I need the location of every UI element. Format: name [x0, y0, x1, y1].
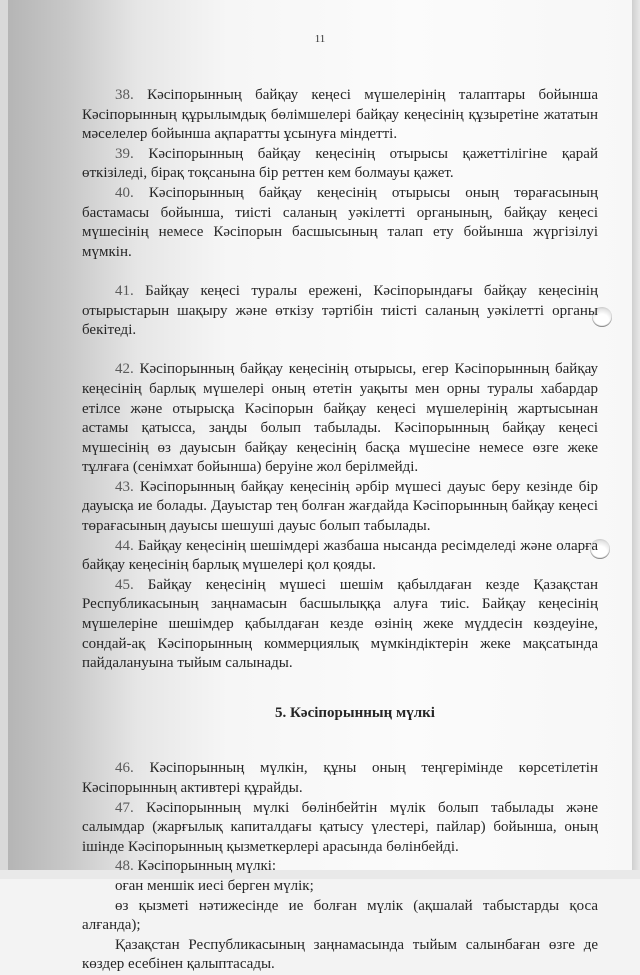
paragraph-text: оған меншік иесі берген мүлік;	[115, 877, 314, 894]
paragraph-text: Байқау кеңесі туралы ережені, Кәсіпорындағы байқау кеңесінің отырыстарын шақыру және өткізу тәртібін тиісті саланың уәкілетті органы бекітеді.	[82, 282, 598, 339]
paragraph-number: 47.	[115, 799, 134, 816]
list-item	[82, 897, 598, 936]
paragraph-number: 46.	[115, 760, 134, 777]
document-body	[82, 86, 598, 975]
paragraph-45	[82, 576, 598, 674]
paragraph-44	[82, 537, 598, 576]
paragraph-text: Кәсіпорынның мүлкін, құны оның теңгерімінде көрсетілетін Кәсіпорынның активтері құрайды.	[82, 760, 599, 796]
paragraph-42	[82, 360, 598, 478]
paragraph-number: 42.	[115, 361, 134, 378]
paragraph-39	[82, 145, 598, 184]
paragraph-text: Қазақстан Республикасының заңнамасында тыйым салынбаған өзге де көздер есебінен қалыптасады.	[82, 936, 598, 973]
list-item	[82, 877, 598, 897]
paragraph-43	[82, 478, 598, 537]
paragraph-text: Кәсіпорынның байқау кеңесінің отырысы оның төрағасының бастамасы бойынша, тиісті саланың уәкілетті органының, байқау кеңесі мүшесінің немесе Кәсіпорын басшысының талап ету бойынша жүргізілуі мүмкін.	[82, 184, 598, 260]
paragraph-41	[82, 282, 598, 341]
paragraph-47	[82, 799, 598, 858]
paragraph-text: өз қызметі нәтижесінде ие болған мүлік (ақшалай табыстарды қоса алғанда);	[82, 897, 598, 934]
paragraph-38	[82, 86, 598, 145]
paragraph-number: 41.	[115, 282, 134, 299]
paragraph-40	[82, 184, 598, 262]
paragraph-number: 44.	[115, 537, 134, 554]
paragraph-46	[82, 759, 598, 798]
paragraph-48	[82, 857, 598, 877]
paragraph-number: 45.	[115, 576, 134, 593]
paragraph-number: 38.	[115, 87, 134, 103]
paragraph-text: Байқау кеңесінің мүшесі шешім қабылдаған кезде Қазақстан Республикасының заңнамасын басшылыққа алуға тиіс. Байқау кеңесінің мүшелеріне шешімдер қабылдаған кезде өзінің жеке мүддесін көздеуіне, сондай-ақ Кәсіпорынның коммерциялық мүмкіндіктерін жеке мақсатында пайдалануына тыйым салынады.	[82, 576, 598, 672]
page-number: 11	[314, 33, 326, 45]
section-heading: 5. Кәсіпорынның мүлкі	[275, 704, 435, 721]
scan-border-left	[0, 0, 8, 879]
paragraph-text: Кәсіпорынның байқау кеңесінің әрбір мүшесі дауыс беру кезінде бір дауысқа ие болады. Дауыстар тең болған жағдайда Кәсіпорынның байқау кеңесі төрағасының дауысы шешуші дауыс болып табылады.	[82, 478, 598, 535]
paragraph-text: Кәсіпорынның байқау кеңесінің отырысы қажеттілігіне қарай өткізіледі, бірақ тоқсанына бір реттен кем болмауы қажет.	[82, 145, 598, 182]
paragraph-text: Кәсіпорынның мүлкі бөлінбейтін мүлік болып табылады және салымдар (жарғылық капиталдағы қатысу үлестері, пайлар) бойынша, оның ішінде Кәсіпорынның қызметкерлері арасында бөлінбейді.	[82, 799, 599, 855]
paragraph-text: Байқау кеңесінің шешімдері жазбаша нысанда ресімделеді және оларға байқау кеңесінің барлық мүшелері қол қояды.	[82, 537, 598, 574]
paragraph-text: Кәсіпорынның байқау кеңесінің отырысы, егер Кәсіпорынның байқау кеңесінің барлық мүшелері оның өтетін уақыты мен орны туралы хабардар етілсе және отырысқа Кәсіпорын байқау кеңесі мүшелерінің жартысынан астамы қатысса, заңды болып табылады. Кәсіпорынның байқау кеңесі мүшесінің өз дауысын байқау кеңесінің басқа мүшесіне немесе өзге жеке тұлғаға (сенімхат бойынша) беруіне жол берілмейді.	[82, 361, 598, 476]
list-item	[82, 936, 598, 975]
scan-border-right	[632, 0, 640, 879]
paragraph-number: 40.	[115, 184, 134, 201]
paragraph-text: Кәсіпорынның байқау кеңесі мүшелерінің талаптары бойынша Кәсіпорынның құрылымдық бөлімшелері байқау кеңесінің құзыретіне жататын мәселелер бойынша ақпаратты ұсынуға міндетті.	[82, 87, 599, 143]
paragraph-number: 43.	[115, 478, 134, 495]
paragraph-number: 39.	[115, 145, 134, 162]
paragraph-text: Кәсіпорынның мүлкі:	[137, 858, 277, 875]
paragraph-number: 48.	[115, 858, 134, 875]
